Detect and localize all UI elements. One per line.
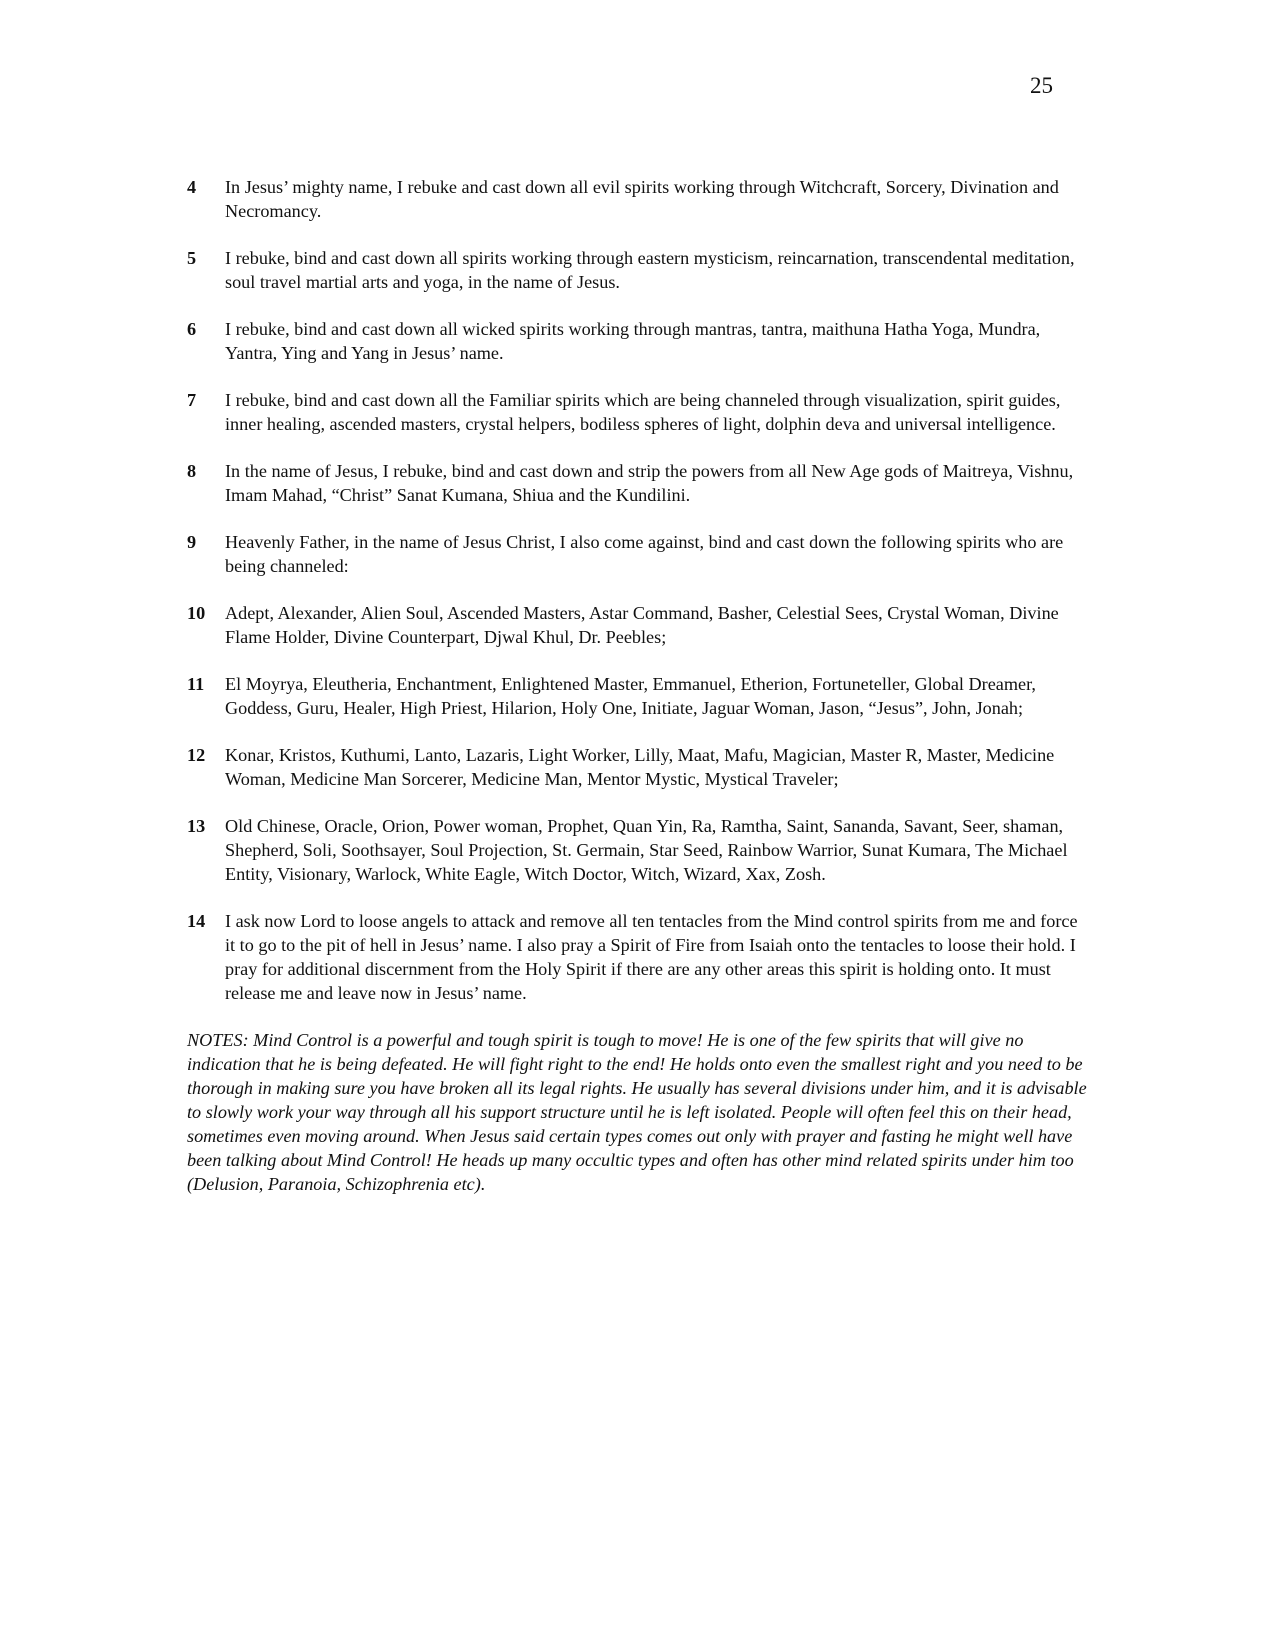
- item-number: 5: [187, 248, 197, 268]
- list-item: [187, 317, 1087, 365]
- item-number: 6: [187, 319, 197, 339]
- list-item: [187, 246, 1087, 294]
- list-item: [187, 175, 1087, 223]
- item-text: El Moyrya, Eleutheria, Enchantment, Enlightened Master, Emmanuel, Etherion, Fortuneteller, Global Dreamer, Goddess, Guru, Healer, High Priest, Hilarion, Holy One, Initiate, Jaguar Woman, Jason, “Jesus”, John, Jonah;: [225, 674, 1036, 718]
- item-text: I rebuke, bind and cast down all the Familiar spirits which are being channeled through visualization, spirit guides, inner healing, ascended masters, crystal helpers, bodiless spheres of light, dolphin deva and universal intelligence.: [225, 390, 1061, 434]
- item-text: In the name of Jesus, I rebuke, bind and cast down and strip the powers from all New Age gods of Maitreya, Vishnu, Imam Mahad, “Christ” Sanat Kumana, Shiua and the Kundilini.: [225, 461, 1074, 505]
- item-number: 14: [187, 911, 206, 931]
- item-text: In Jesus’ mighty name, I rebuke and cast down all evil spirits working through Witchcraft, Sorcery, Divination and Necromancy.: [225, 177, 1059, 221]
- item-text: I ask now Lord to loose angels to attack and remove all ten tentacles from the Mind control spirits from me and force it to go to the pit of hell in Jesus’ name. I also pray a Spirit of Fire from Isaiah onto the tentacles to loose their hold. I pray for additional discernment from the Holy Spirit if there are any other areas this spirit is holding onto. It must release me and leave now in Jesus’ name.: [225, 911, 1078, 1003]
- notes-paragraph: NOTES: Mind Control is a powerful and tough spirit is tough to move! He is one of the few spirits that will give no indication that he is being defeated. He will fight right to the end! He holds onto even the smallest right and you need to be thorough in making sure you have broken all its legal rights. He usually has several divisions under him, and it is advisable to slowly work your way through all his support structure until he is left isolated. People will often feel this on their head, sometimes even moving around. When Jesus said certain types comes out only with prayer and fasting he might well have been talking about Mind Control! He heads up many occultic types and often has other mind related spirits under him too (Delusion, Paranoia, Schizophrenia etc).: [187, 1030, 1087, 1194]
- list-item: [187, 530, 1087, 578]
- item-text: Konar, Kristos, Kuthumi, Lanto, Lazaris, Light Worker, Lilly, Maat, Mafu, Magician, Master R, Master, Medicine Woman, Medicine Man Sorcerer, Medicine Man, Mentor Mystic, Mystical Traveler;: [225, 745, 1055, 789]
- item-number: 8: [187, 461, 197, 481]
- item-text: Old Chinese, Oracle, Orion, Power woman, Prophet, Quan Yin, Ra, Ramtha, Saint, Sananda, Savant, Seer, shaman, Shepherd, Soli, Soothsayer, Soul Projection, St. Germain, Star Seed, Rainbow Warrior, Sunat Kumara, The Michael Entity, Visionary, Warlock, White Eagle, Witch Doctor, Witch, Wizard, Xax, Zosh.: [225, 816, 1068, 884]
- item-number: 11: [187, 674, 205, 694]
- item-text: Heavenly Father, in the name of Jesus Christ, I also come against, bind and cast down the following spirits who are being channeled:: [225, 532, 1064, 576]
- item-number: 13: [187, 816, 206, 836]
- list-item: [187, 814, 1087, 886]
- list-item: [187, 743, 1087, 791]
- list-item: [187, 459, 1087, 507]
- document-body: [187, 175, 1087, 1196]
- item-number: 9: [187, 532, 197, 552]
- list-item: [187, 601, 1087, 649]
- page-number: 25: [1030, 73, 1053, 98]
- list-item: [187, 909, 1087, 1005]
- list-item: [187, 388, 1087, 436]
- item-number: 10: [187, 603, 206, 623]
- item-text: Adept, Alexander, Alien Soul, Ascended Masters, Astar Command, Basher, Celestial Sees, Crystal Woman, Divine Flame Holder, Divine Counterpart, Djwal Khul, Dr. Peebles;: [225, 603, 1059, 647]
- item-number: 7: [187, 390, 197, 410]
- item-text: I rebuke, bind and cast down all wicked spirits working through mantras, tantra, maithuna Hatha Yoga, Mundra, Yantra, Ying and Yang in Jesus’ name.: [225, 319, 1041, 363]
- item-number: 4: [187, 177, 197, 197]
- item-text: I rebuke, bind and cast down all spirits working through eastern mysticism, reincarnation, transcendental meditation, soul travel martial arts and yoga, in the name of Jesus.: [225, 248, 1075, 292]
- item-number: 12: [187, 745, 206, 765]
- list-item: [187, 672, 1087, 720]
